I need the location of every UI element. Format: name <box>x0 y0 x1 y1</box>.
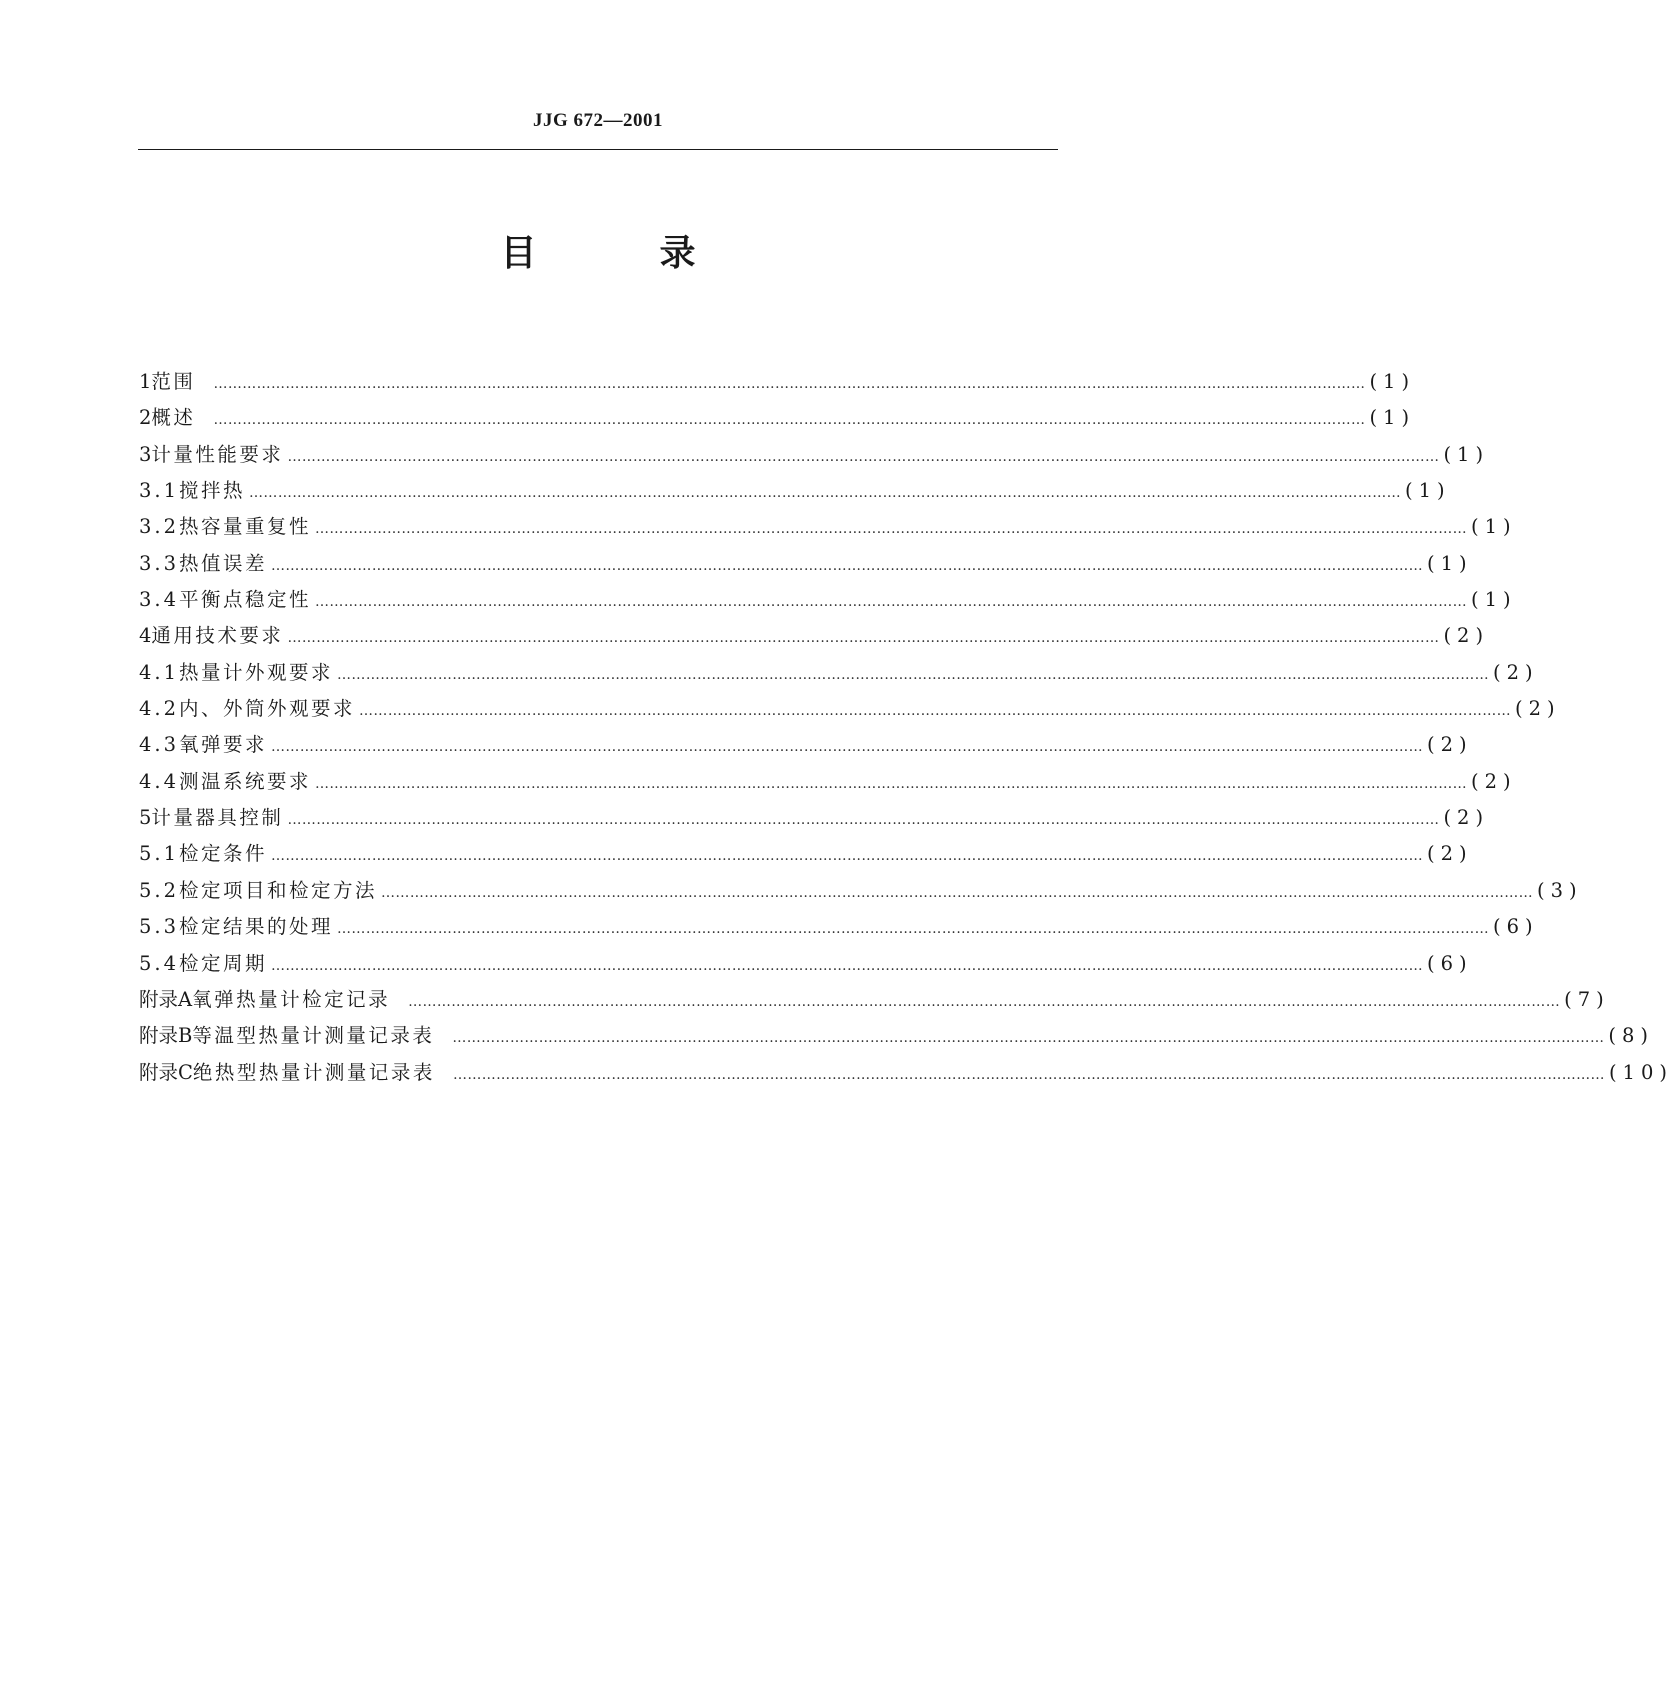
toc-entry-page: (8) <box>1608 1024 1654 1048</box>
dot-leader: …………………………………………………………………………………………………………………………………………………………………………………………………………………… <box>249 485 1402 502</box>
toc-entry-title: 范围 <box>151 370 196 393</box>
toc-entry-page: (1) <box>1471 588 1517 612</box>
toc-entry[interactable] <box>139 875 1583 911</box>
toc-entry-title: 计量性能要求 <box>151 442 284 466</box>
toc-entry-title: 检定结果的处理 <box>179 915 334 939</box>
toc-entry-page: (1) <box>1369 406 1416 430</box>
toc-title <box>138 225 1058 276</box>
toc-entry-number: 附录C <box>139 1060 193 1084</box>
toc-entry-title: 搅拌热 <box>179 479 246 503</box>
toc-entry-page: (1) <box>1369 370 1416 393</box>
toc-entry-title: 检定周期 <box>179 951 268 975</box>
toc-entry-number: 3.3 <box>139 551 180 575</box>
toc-entry-title: 氧弹要求 <box>179 733 268 757</box>
toc-entry-title: 热值误差 <box>179 551 268 575</box>
toc-entry-page: (2) <box>1443 806 1490 830</box>
dot-leader: …………………………………………………………………………………………………………………………………………………………………………………………………………………… <box>452 1066 1605 1083</box>
dot-leader: …………………………………………………………………………………………………………………………………………………………………………………………………………………… <box>315 521 1468 538</box>
toc-entry-title: 等温型热量计测量记录表 <box>192 1024 435 1048</box>
toc-entry-number: 附录A <box>139 987 193 1011</box>
toc-entry-page: (7) <box>1564 987 1610 1011</box>
toc-entry[interactable] <box>139 620 1490 656</box>
toc-entry-page: (3) <box>1537 878 1583 902</box>
toc-entry-number: 4.4 <box>139 769 180 793</box>
dot-leader: …………………………………………………………………………………………………………………………………………………………………………………………………………………… <box>381 884 1534 901</box>
toc-entry-number: 4.1 <box>139 660 180 684</box>
toc-entry-number: 3 <box>139 442 152 466</box>
toc-entry-number: 4 <box>139 624 152 648</box>
toc-entry-page: (6) <box>1493 915 1539 939</box>
dot-leader: …………………………………………………………………………………………………………………………………………………………………………………………………………………… <box>452 1030 1605 1047</box>
toc-entry[interactable] <box>139 439 1490 475</box>
dot-leader: …………………………………………………………………………………………………………………………………………………………………………………………………………………… <box>315 594 1468 611</box>
document-code-header: JJG 672—2001 <box>532 110 664 131</box>
toc-entry-number: 3.2 <box>139 515 180 539</box>
dot-leader: …………………………………………………………………………………………………………………………………………………………………………………………………………………… <box>213 376 1366 392</box>
toc-entry-page: (6) <box>1427 951 1473 975</box>
dot-leader: …………………………………………………………………………………………………………………………………………………………………………………………………………………… <box>408 993 1561 1010</box>
toc-entry-title: 测温系统要求 <box>179 769 312 793</box>
toc-entry-number: 5.1 <box>139 842 180 866</box>
toc-entry-title: 内、外筒外观要求 <box>179 697 356 721</box>
toc-entry-title: 检定项目和检定方法 <box>179 878 378 902</box>
dot-leader: …………………………………………………………………………………………………………………………………………………………………………………………………………………… <box>271 557 1424 574</box>
dot-leader: …………………………………………………………………………………………………………………………………………………………………………………………………………………… <box>337 666 1490 683</box>
toc-entry[interactable] <box>139 584 1517 620</box>
toc-entry-number: 5.3 <box>139 915 180 939</box>
toc-entry[interactable] <box>139 475 1451 511</box>
toc-entry[interactable] <box>139 693 1561 729</box>
dot-leader: …………………………………………………………………………………………………………………………………………………………………………………………………………………… <box>287 630 1440 647</box>
toc-entry-page: (2) <box>1471 769 1517 793</box>
toc-entry-page: (1) <box>1443 442 1490 466</box>
toc-entry-title: 氧弹热量计检定记录 <box>192 987 391 1011</box>
toc-entry-number: 4.3 <box>139 733 180 757</box>
toc-entry-page: (2) <box>1427 842 1473 866</box>
dot-leader: …………………………………………………………………………………………………………………………………………………………………………………………………………………… <box>271 739 1424 756</box>
toc-entry-page: (10) <box>1608 1060 1673 1084</box>
dot-leader: …………………………………………………………………………………………………………………………………………………………………………………………………………………… <box>315 775 1468 792</box>
toc-entry-number: 3.4 <box>139 588 180 612</box>
toc-entry-number: 1 <box>139 370 152 393</box>
toc-entry-title: 绝热型热量计测量记录表 <box>192 1060 435 1084</box>
toc-entry-page: (1) <box>1427 551 1473 575</box>
dot-leader: …………………………………………………………………………………………………………………………………………………………………………………………………………………… <box>213 412 1366 429</box>
dot-leader: …………………………………………………………………………………………………………………………………………………………………………………………………………………… <box>337 921 1490 938</box>
toc-entry-title: 热容量重复性 <box>179 515 312 539</box>
toc-entry[interactable] <box>139 802 1490 838</box>
toc-entry[interactable] <box>139 838 1473 874</box>
toc-entry-number: 5.4 <box>139 951 180 975</box>
toc-entry-page: (2) <box>1493 660 1539 684</box>
toc-entry[interactable] <box>139 911 1539 947</box>
toc-entry-title: 计量器具控制 <box>151 806 284 830</box>
toc-entry-title: 平衡点稳定性 <box>179 588 312 612</box>
toc-title-char-2: 录 <box>659 233 696 274</box>
toc-entry-number: 附录B <box>139 1024 193 1048</box>
toc-entry-page: (2) <box>1515 697 1561 721</box>
dot-leader: …………………………………………………………………………………………………………………………………………………………………………………………………………………… <box>287 448 1440 465</box>
toc-entry-page: (2) <box>1427 733 1473 757</box>
toc-entry[interactable] <box>139 366 1416 402</box>
header-rule <box>138 149 1058 150</box>
toc-entry[interactable] <box>139 1057 1673 1093</box>
table-of-contents <box>139 366 1673 1093</box>
toc-entry-page: (2) <box>1443 624 1490 648</box>
toc-entry[interactable] <box>139 1020 1654 1056</box>
toc-entry-title: 检定条件 <box>179 842 268 866</box>
toc-entry-number: 5 <box>139 806 152 830</box>
toc-entry-number: 3.1 <box>139 479 180 503</box>
toc-entry[interactable] <box>139 548 1473 584</box>
toc-entry-number: 5.2 <box>139 878 180 902</box>
toc-entry-page: (1) <box>1471 515 1517 539</box>
dot-leader: …………………………………………………………………………………………………………………………………………………………………………………………………………………… <box>359 703 1512 720</box>
toc-entry[interactable] <box>139 729 1473 765</box>
toc-entry[interactable] <box>139 948 1473 984</box>
dot-leader: …………………………………………………………………………………………………………………………………………………………………………………………………………………… <box>271 957 1424 974</box>
toc-entry[interactable] <box>139 657 1539 693</box>
toc-entry[interactable] <box>139 984 1610 1020</box>
toc-entry-number: 4.2 <box>139 697 180 721</box>
toc-entry-title: 热量计外观要求 <box>179 660 334 684</box>
toc-entry-page: (1) <box>1405 479 1451 503</box>
toc-title-char-1: 目 <box>500 233 537 274</box>
toc-entry-title: 概述 <box>151 406 196 430</box>
dot-leader: …………………………………………………………………………………………………………………………………………………………………………………………………………………… <box>271 848 1424 865</box>
toc-entry-number: 2 <box>139 406 152 430</box>
toc-entry[interactable] <box>139 402 1416 438</box>
toc-entry[interactable] <box>139 766 1517 802</box>
toc-entry[interactable] <box>139 511 1517 547</box>
dot-leader: …………………………………………………………………………………………………………………………………………………………………………………………………………………… <box>287 812 1440 829</box>
toc-entry-title: 通用技术要求 <box>151 624 284 648</box>
